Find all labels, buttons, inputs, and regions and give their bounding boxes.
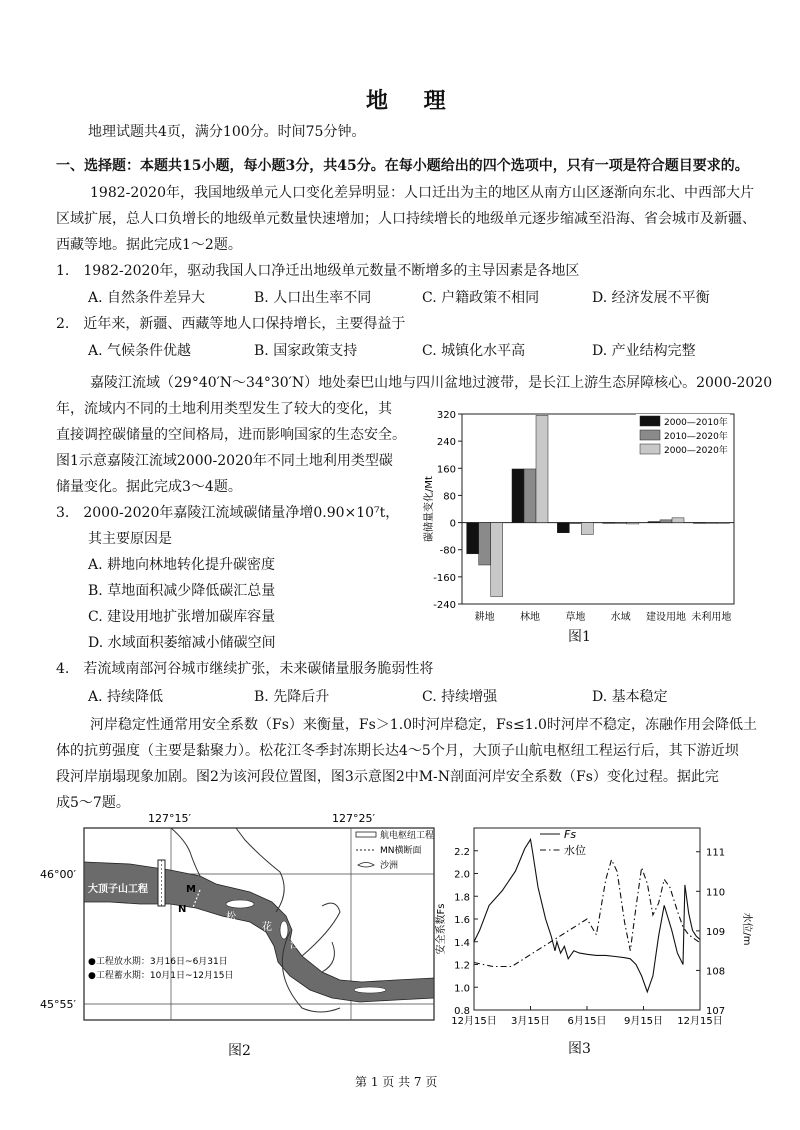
q1-option-a: A. 自然条件差异大 [88, 290, 206, 306]
point-n-label: N [178, 904, 187, 915]
y-tick-label: 1.6 [454, 915, 470, 926]
x-tick-label: 3月15日 [510, 1016, 551, 1027]
bar [627, 523, 639, 524]
bar [648, 522, 660, 523]
y2-tick-label: 108 [706, 966, 726, 978]
q4-option-c: C. 持续增强 [422, 689, 498, 705]
bar [479, 523, 491, 565]
bar [467, 523, 479, 554]
q4-stem: 4. 若流域南部河谷城市继续扩张，未来碳储量服务脆弱性将 [56, 661, 434, 677]
y-tick-label: -80 [439, 545, 456, 557]
bar [557, 523, 569, 533]
page-footer: 第 1 页 共 7 页 [355, 1075, 438, 1089]
q2-option-c: C. 城镇化水平高 [422, 343, 526, 359]
passage2-line: 年，流域内不同的土地利用类型发生了较大的变化，其 [56, 401, 392, 417]
legend-sandbar: 沙洲 [380, 861, 399, 871]
legend-label: 水位 [564, 844, 586, 857]
latitude-label-1: 46°00′ [40, 868, 76, 881]
bar [569, 523, 581, 524]
bar [524, 469, 536, 523]
passage1-line: 区域扩展，总人口负增长的地级单元数量快速增加；人口持续增长的地级单元逐步缩减至沿海、省会城市及新疆、 [56, 211, 756, 227]
figure2-map [40, 812, 442, 1038]
bar [693, 523, 705, 524]
y-axis-label: 碳储量变化/Mt [424, 476, 435, 542]
q1-option-d: D. 经济发展不平衡 [592, 290, 710, 306]
x-tick-label: 9月15日 [623, 1016, 664, 1027]
figure3-line-chart [430, 818, 760, 1038]
x-tick-label: 建设用地 [646, 612, 686, 623]
y-axis-label: 安全系数Fs [436, 903, 447, 955]
x-tick-label: 12月15日 [451, 1016, 497, 1027]
bar [491, 523, 503, 597]
bar [705, 523, 717, 524]
legend-swatch [640, 416, 660, 426]
q3-stem-cont: 其主要原因是 [88, 531, 172, 547]
passage1-line: 西藏等地。据此完成1～2题。 [56, 237, 242, 253]
y-tick-label: 0 [449, 518, 456, 530]
q2-option-d: D. 产业结构完整 [592, 343, 696, 359]
q2-stem: 2. 近年来，新疆、西藏等地人口保持增长，主要得益于 [56, 316, 406, 332]
q1-stem: 1. 1982-2020年，驱动我国人口净迁出地级单元数量不断增多的主导因素是各地区 [56, 263, 580, 279]
q4-option-d: D. 基本稳定 [592, 689, 668, 705]
legend-label: 2010—2020年 [664, 432, 728, 442]
river-char: 松 [226, 912, 236, 923]
x-tick-label: 草地 [565, 612, 586, 623]
y-tick-label: -160 [433, 572, 456, 584]
series-line [474, 839, 700, 991]
x-tick-label: 未利用地 [691, 612, 732, 623]
figure3-caption: 图3 [568, 1041, 591, 1057]
q3-stem: 3. 2000-2020年嘉陵江流域碳储量净增0.90×10⁷t， [56, 505, 400, 521]
section-heading: 一、选择题：本题共15小题，每小题3分，共45分。在每小题给出的四个选项中，只有一项是符合题目要求的。 [56, 158, 749, 174]
passage2-line: 嘉陵江流域（29°40′N～34°30′N）地处秦巴山地与四川盆地过渡带，是长江上游生态屏障核心。2000-2020 [90, 375, 773, 391]
y-tick-label: 0.8 [454, 1006, 470, 1017]
y-tick-label: 1.4 [454, 937, 470, 949]
bar [603, 523, 615, 524]
passage3-line: 河岸稳定性通常用安全系数（Fs）来衡量，Fs＞1.0时河岸稳定，Fs≤1.0时河岸不稳定，冻融作用会降低土 [90, 717, 757, 733]
bar [536, 415, 548, 522]
x-tick-label: 12月15日 [677, 1016, 723, 1027]
passage3-line: 成5～7题。 [56, 795, 130, 811]
q4-option-b: B. 先降后升 [254, 689, 330, 705]
y-tick-label: 80 [443, 491, 456, 503]
dam-label: 大顶子山工程 [88, 884, 148, 895]
bar [581, 523, 593, 535]
passage1-line: 1982-2020年，我国地级单元人口变化差异明显：人口迁出为主的地区从南方山区逐渐向东北、中西部大片 [90, 185, 754, 201]
passage2-line: 储量变化。据此完成3～4题。 [56, 479, 242, 495]
legend-label: 2000—2010年 [664, 418, 728, 428]
passage3-line: 段河岸崩塌现象加剧。图2为该河段位置图，图3示意图2中M-N剖面河岸安全系数（Fs）变化过程。据此完 [56, 769, 719, 785]
y-tick-label: 240 [436, 437, 456, 449]
passage3-line: 体的抗剪强度（主要是黏聚力）。松花江冬季封冻期长达4～5个月，大顶子山航电枢纽工程运行后，其下游近坝 [56, 743, 739, 759]
exam-intro: 地理试题共4页，满分100分。时间75分钟。 [88, 124, 366, 140]
longitude-label-1: 127°15′ [148, 812, 191, 825]
y2-axis-label: 水位/m [741, 912, 752, 946]
dam-marker [158, 860, 165, 906]
legend-label: Fs [564, 828, 577, 841]
x-tick-label: 6月15日 [567, 1016, 607, 1027]
figure1-caption: 图1 [568, 629, 591, 645]
page-title: 地 理 [366, 88, 460, 114]
q4-option-a: A. 持续降低 [88, 689, 164, 705]
q3-option-a: A. 耕地向林地转化提升碳密度 [88, 557, 276, 573]
q3-option-d: D. 水域面积萎缩减小储碳空间 [88, 635, 276, 651]
bar [512, 469, 524, 523]
y2-tick-label: 107 [706, 1006, 726, 1017]
point-m-label: M [186, 884, 196, 895]
q2-option-a: A. 气候条件优越 [88, 343, 192, 359]
x-tick-label: 耕地 [474, 612, 495, 623]
bar [660, 520, 672, 523]
q1-option-b: B. 人口出生率不同 [254, 290, 372, 306]
longitude-label-2: 127°25′ [332, 812, 375, 825]
river-char: 花 [262, 922, 272, 933]
release-period-note: ●工程放水期：3月16日~6月31日 [88, 957, 228, 967]
bar [672, 518, 684, 523]
bar [717, 523, 729, 524]
passage2-line: 图1示意嘉陵江流域2000-2020年不同土地利用类型碳 [56, 453, 393, 469]
q3-option-c: C. 建设用地扩张增加碳库容量 [88, 609, 276, 625]
y-tick-label: 1.0 [454, 983, 470, 995]
y-tick-label: -240 [433, 600, 456, 611]
legend-swatch [640, 444, 660, 454]
storage-period-note: ●工程蓄水期：10月1日~12月15日 [88, 971, 234, 981]
x-tick-label: 林地 [520, 612, 540, 623]
figure1-bar-chart [418, 404, 748, 654]
passage2-line: 直接调控碳储量的空间格局，进而影响国家的生态安全。 [56, 427, 406, 443]
y2-tick-label: 110 [706, 887, 726, 899]
y-tick-label: 1.2 [454, 960, 470, 972]
legend-swatch [640, 430, 660, 440]
latitude-label-2: 45°55′ [40, 998, 76, 1011]
bar [615, 523, 627, 524]
y2-tick-label: 111 [706, 847, 726, 859]
figure2-caption: 图2 [228, 1043, 251, 1059]
y2-tick-label: 109 [706, 926, 726, 938]
q2-option-b: B. 国家政策支持 [254, 343, 358, 359]
y-tick-label: 2.2 [454, 846, 470, 858]
q3-option-b: B. 草地面积减少降低碳汇总量 [88, 583, 276, 599]
y-tick-label: 1.8 [454, 892, 470, 904]
x-tick-label: 水域 [610, 612, 631, 623]
river-char: 江 [290, 940, 300, 951]
y-tick-label: 2.0 [454, 869, 470, 881]
legend-dam: 航电枢纽工程 [380, 831, 435, 841]
y-tick-label: 160 [436, 464, 456, 476]
legend-section: MN横断面 [380, 846, 422, 856]
legend-label: 2000—2020年 [664, 446, 728, 456]
q1-option-c: C. 户籍政策不相同 [422, 290, 540, 306]
y-tick-label: 320 [436, 410, 456, 421]
